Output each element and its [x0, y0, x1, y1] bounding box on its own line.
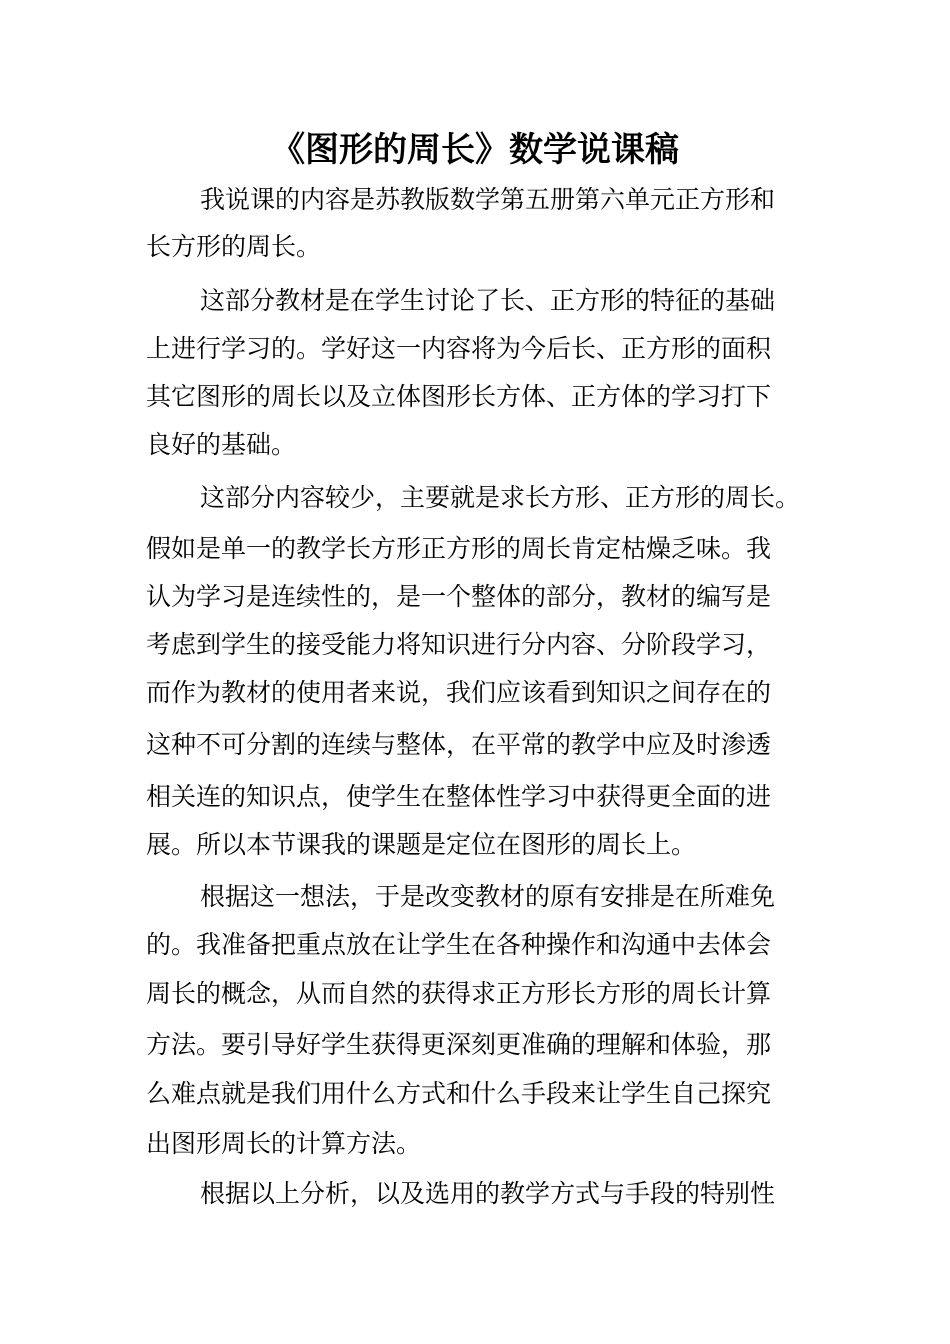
paragraph-1-line-2: 长方形的周长。: [146, 232, 322, 261]
paragraph-3-line-6: 这种不可分割的连续与整体，在平常的教学中应及时渗透: [146, 730, 772, 759]
paragraph-3-line-7: 相关连的知识点，使学生在整体性学习中获得更全面的进: [146, 782, 772, 811]
paragraph-3-line-3: 认为学习是连续性的，是一个整体的部分，教材的编写是: [146, 582, 772, 611]
paragraph-3-line-2: 假如是单一的教学长方形正方形的周长肯定枯燥乏味。我: [146, 534, 772, 563]
paragraph-4-line-2: 的。我准备把重点放在让学生在各种操作和沟通中去体会: [146, 930, 772, 959]
paragraph-2-line-4: 良好的基础。: [146, 430, 297, 459]
paragraph-4-line-6: 出图形周长的计算方法。: [146, 1129, 422, 1158]
paragraph-3-line-4: 考虑到学生的接受能力将知识进行分内容、分阶段学习，: [146, 630, 772, 659]
paragraph-4-line-1: 根据这一想法，于是改变教材的原有安排是在所难免: [200, 882, 776, 911]
paragraph-4-line-4: 方法。要引导好学生获得更深刻更准确的理解和体验，那: [146, 1030, 772, 1059]
paragraph-2-line-3: 其它图形的周长以及立体图形长方体、正方体的学习打下: [146, 382, 772, 411]
document-title: 《图形的周长》数学说课稿: [271, 130, 679, 170]
paragraph-3-line-5: 而作为教材的使用者来说，我们应该看到知识之间存在的: [146, 678, 772, 707]
paragraph-5-line-1: 根据以上分析，以及选用的教学方式与手段的特别性: [200, 1179, 776, 1208]
paragraph-4-line-5: 么难点就是我们用什么方式和什么手段来让学生自己探究: [146, 1079, 772, 1108]
paragraph-1-line-1: 我说课的内容是苏教版数学第五册第六单元正方形和: [200, 185, 776, 214]
paragraph-4-line-3: 周长的概念，从而自然的获得求正方形长方形的周长计算: [146, 979, 772, 1008]
paragraph-2-line-1: 这部分教材是在学生讨论了长、正方形的特征的基础: [200, 286, 776, 315]
paragraph-3-line-1: 这部分内容较少，主要就是求长方形、正方形的周长。: [200, 483, 801, 512]
paragraph-2-line-2: 上进行学习的。学好这一内容将为今后长、正方形的面积: [146, 334, 772, 363]
paragraph-3-line-8: 展。所以本节课我的课题是定位在图形的周长上。: [146, 830, 697, 859]
